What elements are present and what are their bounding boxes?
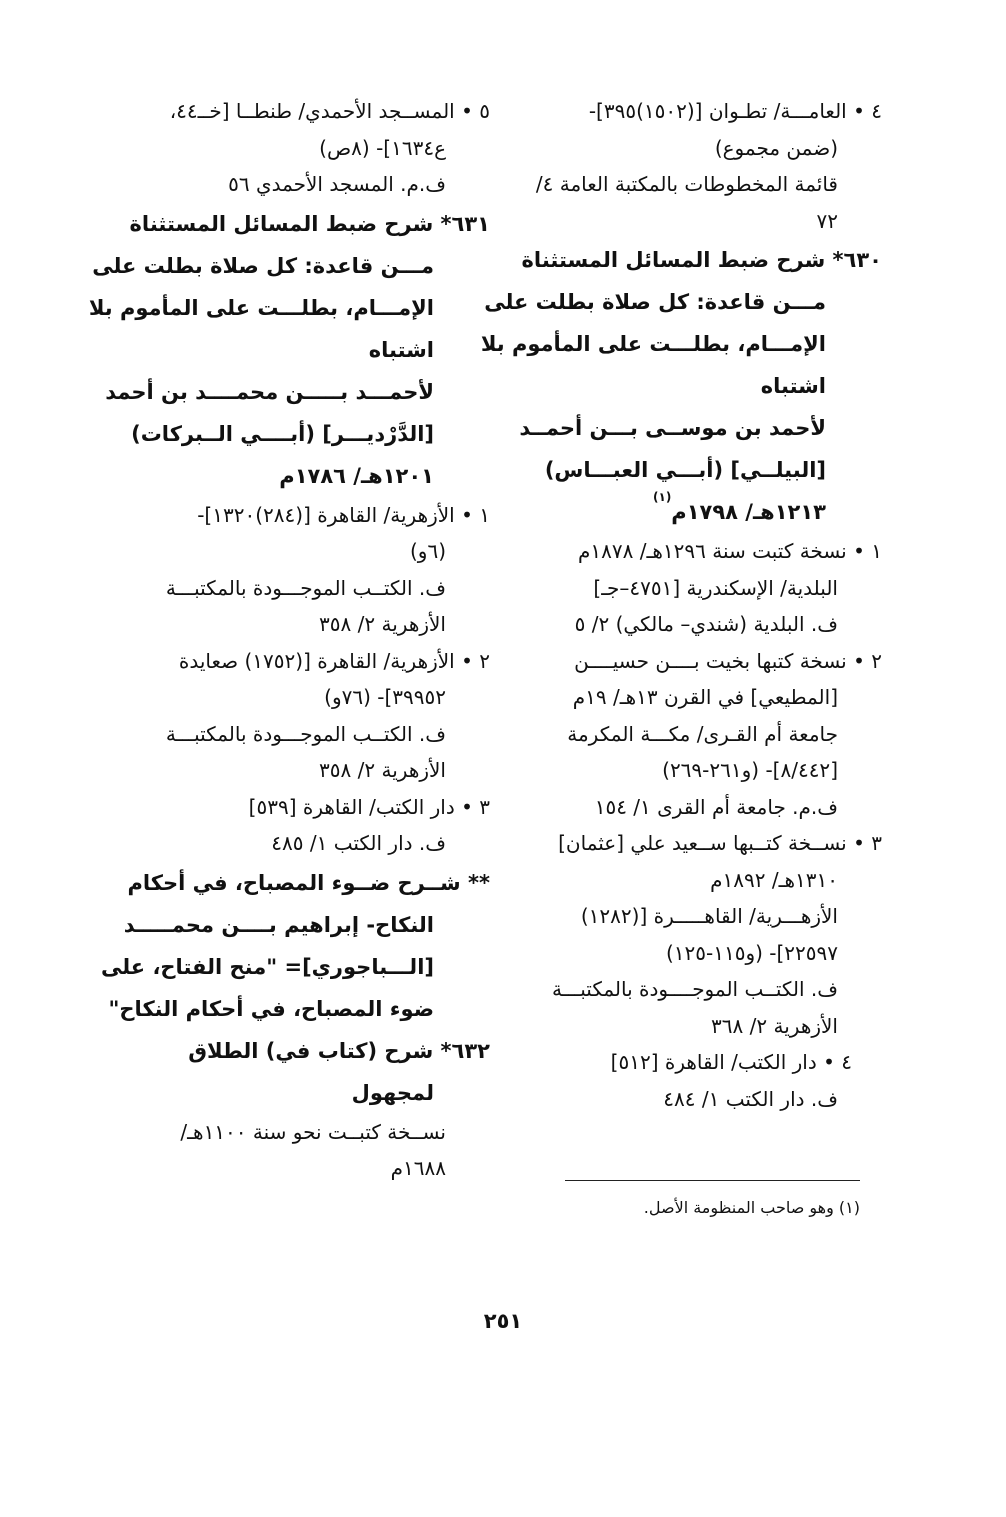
entry-heading-line <box>129 203 490 245</box>
entry-heading-line <box>88 287 490 329</box>
line-text: [المطيعي] في القرن ١٣هـ/ ١٩م <box>572 685 838 709</box>
line-text: ف. البلدية (شندي– مالكي) ٢/ ٥ <box>574 612 838 636</box>
line-text: جامعة أم القـرى/ مكـــة المكرمة <box>567 721 838 746</box>
entry-text-line <box>138 643 490 680</box>
line-text: الأزهرية ٢/ ٣٥٨ <box>319 758 446 782</box>
line-text: مـــن قاعدة: كل صلاة بطلت على <box>92 253 434 278</box>
line-text: ف.م. المسجد الأحمدي ٥٦ <box>228 172 446 196</box>
line-text: ضوء المصباح، في أحكام النكاح" <box>108 996 434 1021</box>
entry-heading-line <box>108 988 490 1030</box>
entry-text-line <box>530 679 882 716</box>
line-text: الأزهرية ٢/ ٣٦٨ <box>711 1013 838 1038</box>
entry-text-line <box>138 789 490 826</box>
footnote-marker: (١) <box>653 490 672 504</box>
line-text: لأحمـــد بـــــن محمــــد بن أحمد <box>105 379 434 404</box>
line-text: اشتباه <box>368 337 434 362</box>
line-text: ١ • نسخة كتبت سنة ١٢٩٦هـ/ ١٨٧٨م <box>578 539 882 563</box>
line-text: ٥ • المســجد الأحمدي/ طنطــا [خــ٤٤، <box>169 99 490 123</box>
footnote: (١) وهو صاحب المنظومة الأصل. <box>643 1198 860 1217</box>
line-text: ١ • الأزهرية/ القاهرة [(٢٨٤)١٣٢٠]- <box>197 502 490 527</box>
entry-text-line <box>138 1150 490 1187</box>
entry-text-line <box>530 971 882 1008</box>
entry-heading-line <box>530 491 882 533</box>
entry-text-line <box>530 789 882 826</box>
line-text: ٣ • دار الكتب/ القاهرة [٥٣٩] <box>248 794 490 819</box>
entry-text-line <box>530 1008 882 1045</box>
entry-heading-line <box>138 455 490 497</box>
entry-heading-line <box>100 946 490 988</box>
entry-text-line <box>138 1114 490 1151</box>
entry-heading-line <box>138 1030 490 1072</box>
entry-heading-line <box>123 904 490 946</box>
line-text: الأزهـــرية/ القاهـــــرة [(١٢٨٢) <box>580 904 838 928</box>
line-text: اشتباه <box>760 374 826 398</box>
entry-text-line <box>138 825 490 862</box>
entry-text-line <box>138 497 490 534</box>
entry-heading-line <box>127 862 490 904</box>
line-text: النكاح- إبراهيم بــــن محمـــــد <box>123 912 434 937</box>
line-text: ٣ • نســخة كتــبها ســعيد علي [عثمان] <box>558 831 882 855</box>
line-text: الإمـــام، بطلـــت على المأموم بلا <box>480 332 826 356</box>
entry-heading-line <box>519 407 882 449</box>
line-text: الإمـــام، بطلـــت على المأموم بلا <box>88 295 434 320</box>
line-text: ٢٢٥٩٧]- (و١١٥-١٢٥) <box>665 940 838 965</box>
line-text: [الـــباجوري]= "منح الفتاح، على <box>100 954 434 979</box>
entry-text-line <box>530 130 882 167</box>
entry-text-line <box>530 166 882 203</box>
line-text: (ضمن مجموع) <box>714 135 838 160</box>
line-text: ع١٦٣٤]- (٨ص) <box>319 135 446 160</box>
entry-text-line <box>530 752 882 789</box>
entry-text-line <box>530 1081 882 1118</box>
entry-text-line <box>138 533 490 570</box>
line-text: ٣٩٩٥٢]- (٧٦و) <box>324 685 446 709</box>
line-text: ٧٢ <box>816 208 838 233</box>
line-text: ٦٣٢* شرح (كتاب في) الطلاق <box>188 1038 490 1063</box>
page-number: ٢٥١ <box>483 1309 523 1333</box>
line-text: لأحمد بن موســى بـــن أحمــد <box>519 416 826 440</box>
line-text: ف. دار الكتب ١/ ٤٨٥ <box>271 831 446 855</box>
line-text: ١٦٨٨م <box>390 1156 446 1180</box>
line-text: [٨/٤٤٢]- (و٢٦١-٢٦٩) <box>662 758 838 782</box>
line-text: [الدَّرْديـــر] (أبــــي الــبركات) <box>131 421 434 446</box>
entry-heading-line <box>105 371 490 413</box>
entry-heading-line <box>521 239 882 281</box>
entry-heading-line <box>92 245 490 287</box>
line-text: ٢ • نسخة كتبها بخيت بــــن حسيــــن <box>574 648 882 673</box>
entry-heading-line <box>138 329 490 371</box>
entry-text-line <box>138 606 490 643</box>
entry-heading-line <box>530 449 882 491</box>
line-text: ٦٣٠* شرح ضبط المسائل المستثناة <box>521 248 882 272</box>
entry-heading-line <box>131 413 490 455</box>
line-text: مـــن قاعدة: كل صلاة بطلت على <box>484 290 826 314</box>
line-text: ٢ • الأزهرية/ القاهرة [(١٧٥٢) صعايدة <box>178 648 490 673</box>
entry-text-line <box>138 570 490 607</box>
entry-text-line <box>138 166 490 203</box>
line-text: ١٢٠١هـ/ ١٧٨٦م <box>279 463 434 488</box>
line-text: ١٣١٠هـ/ ١٨٩٢م <box>710 867 838 892</box>
entry-text-line <box>138 93 490 130</box>
entry-heading-line <box>480 323 882 365</box>
entry-text-line <box>530 203 882 240</box>
line-text: نســخة كتبــت نحو سنة ١١٠٠هـ/ <box>180 1119 446 1144</box>
line-text: [البيلــي] (أبـــي العبـــاس) <box>544 458 826 482</box>
right-column <box>480 93 882 1117</box>
line-text: ف. الكتــب الموجــــودة بالمكتبـــة <box>551 977 838 1001</box>
entry-heading-line <box>530 365 882 407</box>
entry-text-line <box>138 752 490 789</box>
line-text: ف.م. جامعة أم القرى ١/ ١٥٤ <box>594 794 838 819</box>
entry-text-line <box>530 862 882 899</box>
line-text: (٦و) <box>409 539 446 563</box>
entry-heading-line <box>484 281 882 323</box>
line-text: ف. دار الكتب ١/ ٤٨٤ <box>663 1086 838 1111</box>
line-text: قائمة المخطوطات بالمكتبة العامة ٤/ <box>535 172 838 196</box>
entry-text-line <box>530 570 882 607</box>
entry-text-line <box>530 533 882 570</box>
entry-text-line <box>138 679 490 716</box>
line-text: ** شــرح ضــوء المصباح، في أحكام <box>127 870 490 895</box>
entry-heading-line <box>138 1072 490 1114</box>
line-text: ٤ • العامـــة/ تطـوان [(١٥٠٢)٣٩٥]- <box>588 99 882 123</box>
entry-text-line <box>138 130 490 167</box>
entry-text-line <box>530 935 882 972</box>
entry-text-line <box>530 716 882 753</box>
line-text: ٦٣١* شرح ضبط المسائل المستثناة <box>129 211 490 236</box>
line-text: ف. الكتــب الموجـــودة بالمكتبـــة <box>165 721 446 746</box>
entry-text-line <box>530 1044 882 1081</box>
entry-text-line <box>530 898 882 935</box>
entry-text-line <box>138 716 490 753</box>
entry-text-line <box>530 93 882 130</box>
left-column <box>88 93 490 1187</box>
line-text: ١٢١٣هـ/ ١٧٩٨م <box>671 500 826 524</box>
line-text: لمجهول <box>351 1080 434 1105</box>
line-text: الأزهرية ٢/ ٣٥٨ <box>319 612 446 636</box>
entry-text-line <box>530 825 882 862</box>
entry-text-line <box>530 643 882 680</box>
line-text: ف. الكتــب الموجـــودة بالمكتبـــة <box>165 575 446 600</box>
footnote-divider <box>565 1180 860 1181</box>
line-text: البلدية/ الإسكندرية [٤٧٥١–جـ] <box>593 575 838 600</box>
entry-text-line <box>530 606 882 643</box>
line-text: ٤ • دار الكتب/ القاهرة [٥١٢] <box>610 1050 852 1074</box>
